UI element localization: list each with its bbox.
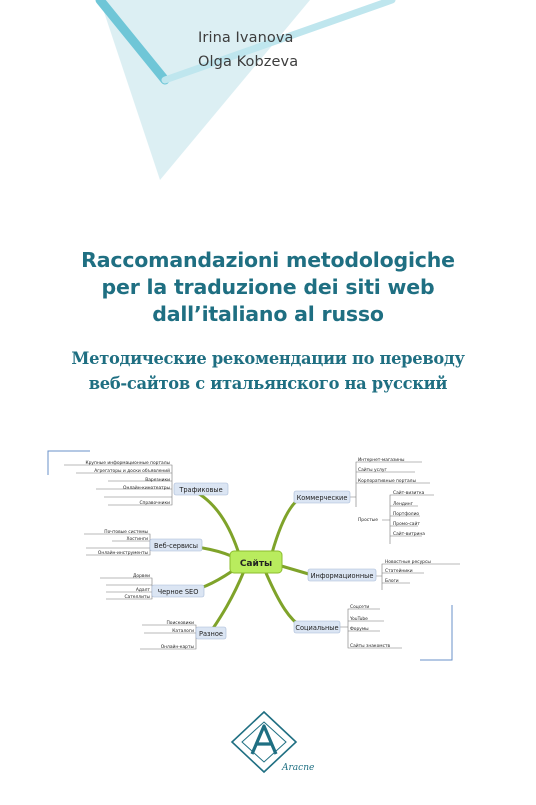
title-line: Методические рекомендации по переводу	[71, 349, 465, 368]
leaf-label: Варезники	[145, 478, 170, 483]
author-name: Olga Kobzeva	[198, 54, 299, 70]
mind-map	[40, 445, 460, 675]
leaf-label: Сателлиты	[124, 595, 150, 600]
branch-label: Черное SEO	[157, 588, 199, 596]
title-line: веб-сайтов с итальянского на русский	[88, 374, 448, 393]
title-russian	[18, 346, 518, 396]
author-name: Irina Ivanova	[198, 30, 294, 46]
leaf-label: Крупные информационные порталы	[85, 461, 170, 466]
leaf-label: Статейники	[385, 569, 413, 574]
leaf-label: Онлайн-карты	[160, 645, 194, 650]
authors	[198, 26, 398, 74]
leaf-label: Простые	[358, 518, 378, 523]
leaf-label: Адалт	[135, 588, 150, 593]
branch-label: Разное	[199, 630, 223, 638]
publisher-logo	[228, 710, 315, 776]
leaf-label: Корпоративные порталы	[358, 479, 416, 484]
leaf-label: Новостные ресурсы	[385, 560, 431, 565]
branch-label: Коммерческие	[296, 494, 348, 502]
leaf-label: Хостинги	[126, 537, 148, 542]
branch-label: Трафиковые	[179, 486, 223, 494]
branch-label: Социальные	[295, 624, 339, 632]
leaf-label: YouTube	[350, 617, 368, 622]
leaf-label: Онлайн-кинотеатры	[123, 486, 170, 491]
title-line: Raccomandazioni metodologiche	[81, 248, 455, 272]
leaf-label: Поисковики	[166, 621, 194, 626]
leaf-label: Сайт-витрина	[393, 532, 425, 537]
leaf-label: Сайты знакомств	[350, 644, 391, 649]
title-line: dall’italiano al russo	[152, 302, 384, 326]
leaf-label: Дорвеи	[132, 574, 150, 579]
leaf-label: Блоги	[385, 579, 399, 584]
leaf-label: Интернет-магазины	[358, 458, 405, 463]
title-italian	[18, 247, 518, 328]
leaf-label: Каталоги	[172, 629, 194, 634]
leaf-label: Сайты услуг	[358, 468, 387, 473]
branch-label: Веб-сервисы	[154, 542, 198, 550]
leaf-label: Лендинг	[393, 502, 413, 507]
branch-label: Информационные	[310, 572, 374, 580]
leaf-label: Почтовые системы	[104, 530, 148, 535]
publisher-name: Aracne	[282, 763, 315, 773]
leaf-label: Онлайн-инструменты	[97, 551, 148, 556]
leaf-label: Соцсети	[350, 605, 370, 610]
leaf-label: Агрегаторы и доски объявлений	[94, 469, 170, 474]
leaf-label: Сайт-визитка	[393, 491, 425, 496]
leaf-label: Форумы	[350, 627, 369, 632]
leaf-label: Портфолио	[393, 512, 420, 517]
leaf-label: Промо-сайт	[393, 522, 420, 527]
leaf-label: Справочники	[139, 501, 170, 506]
center-label: Сайты	[239, 559, 273, 569]
title-line: per la traduzione dei siti web	[101, 275, 435, 299]
